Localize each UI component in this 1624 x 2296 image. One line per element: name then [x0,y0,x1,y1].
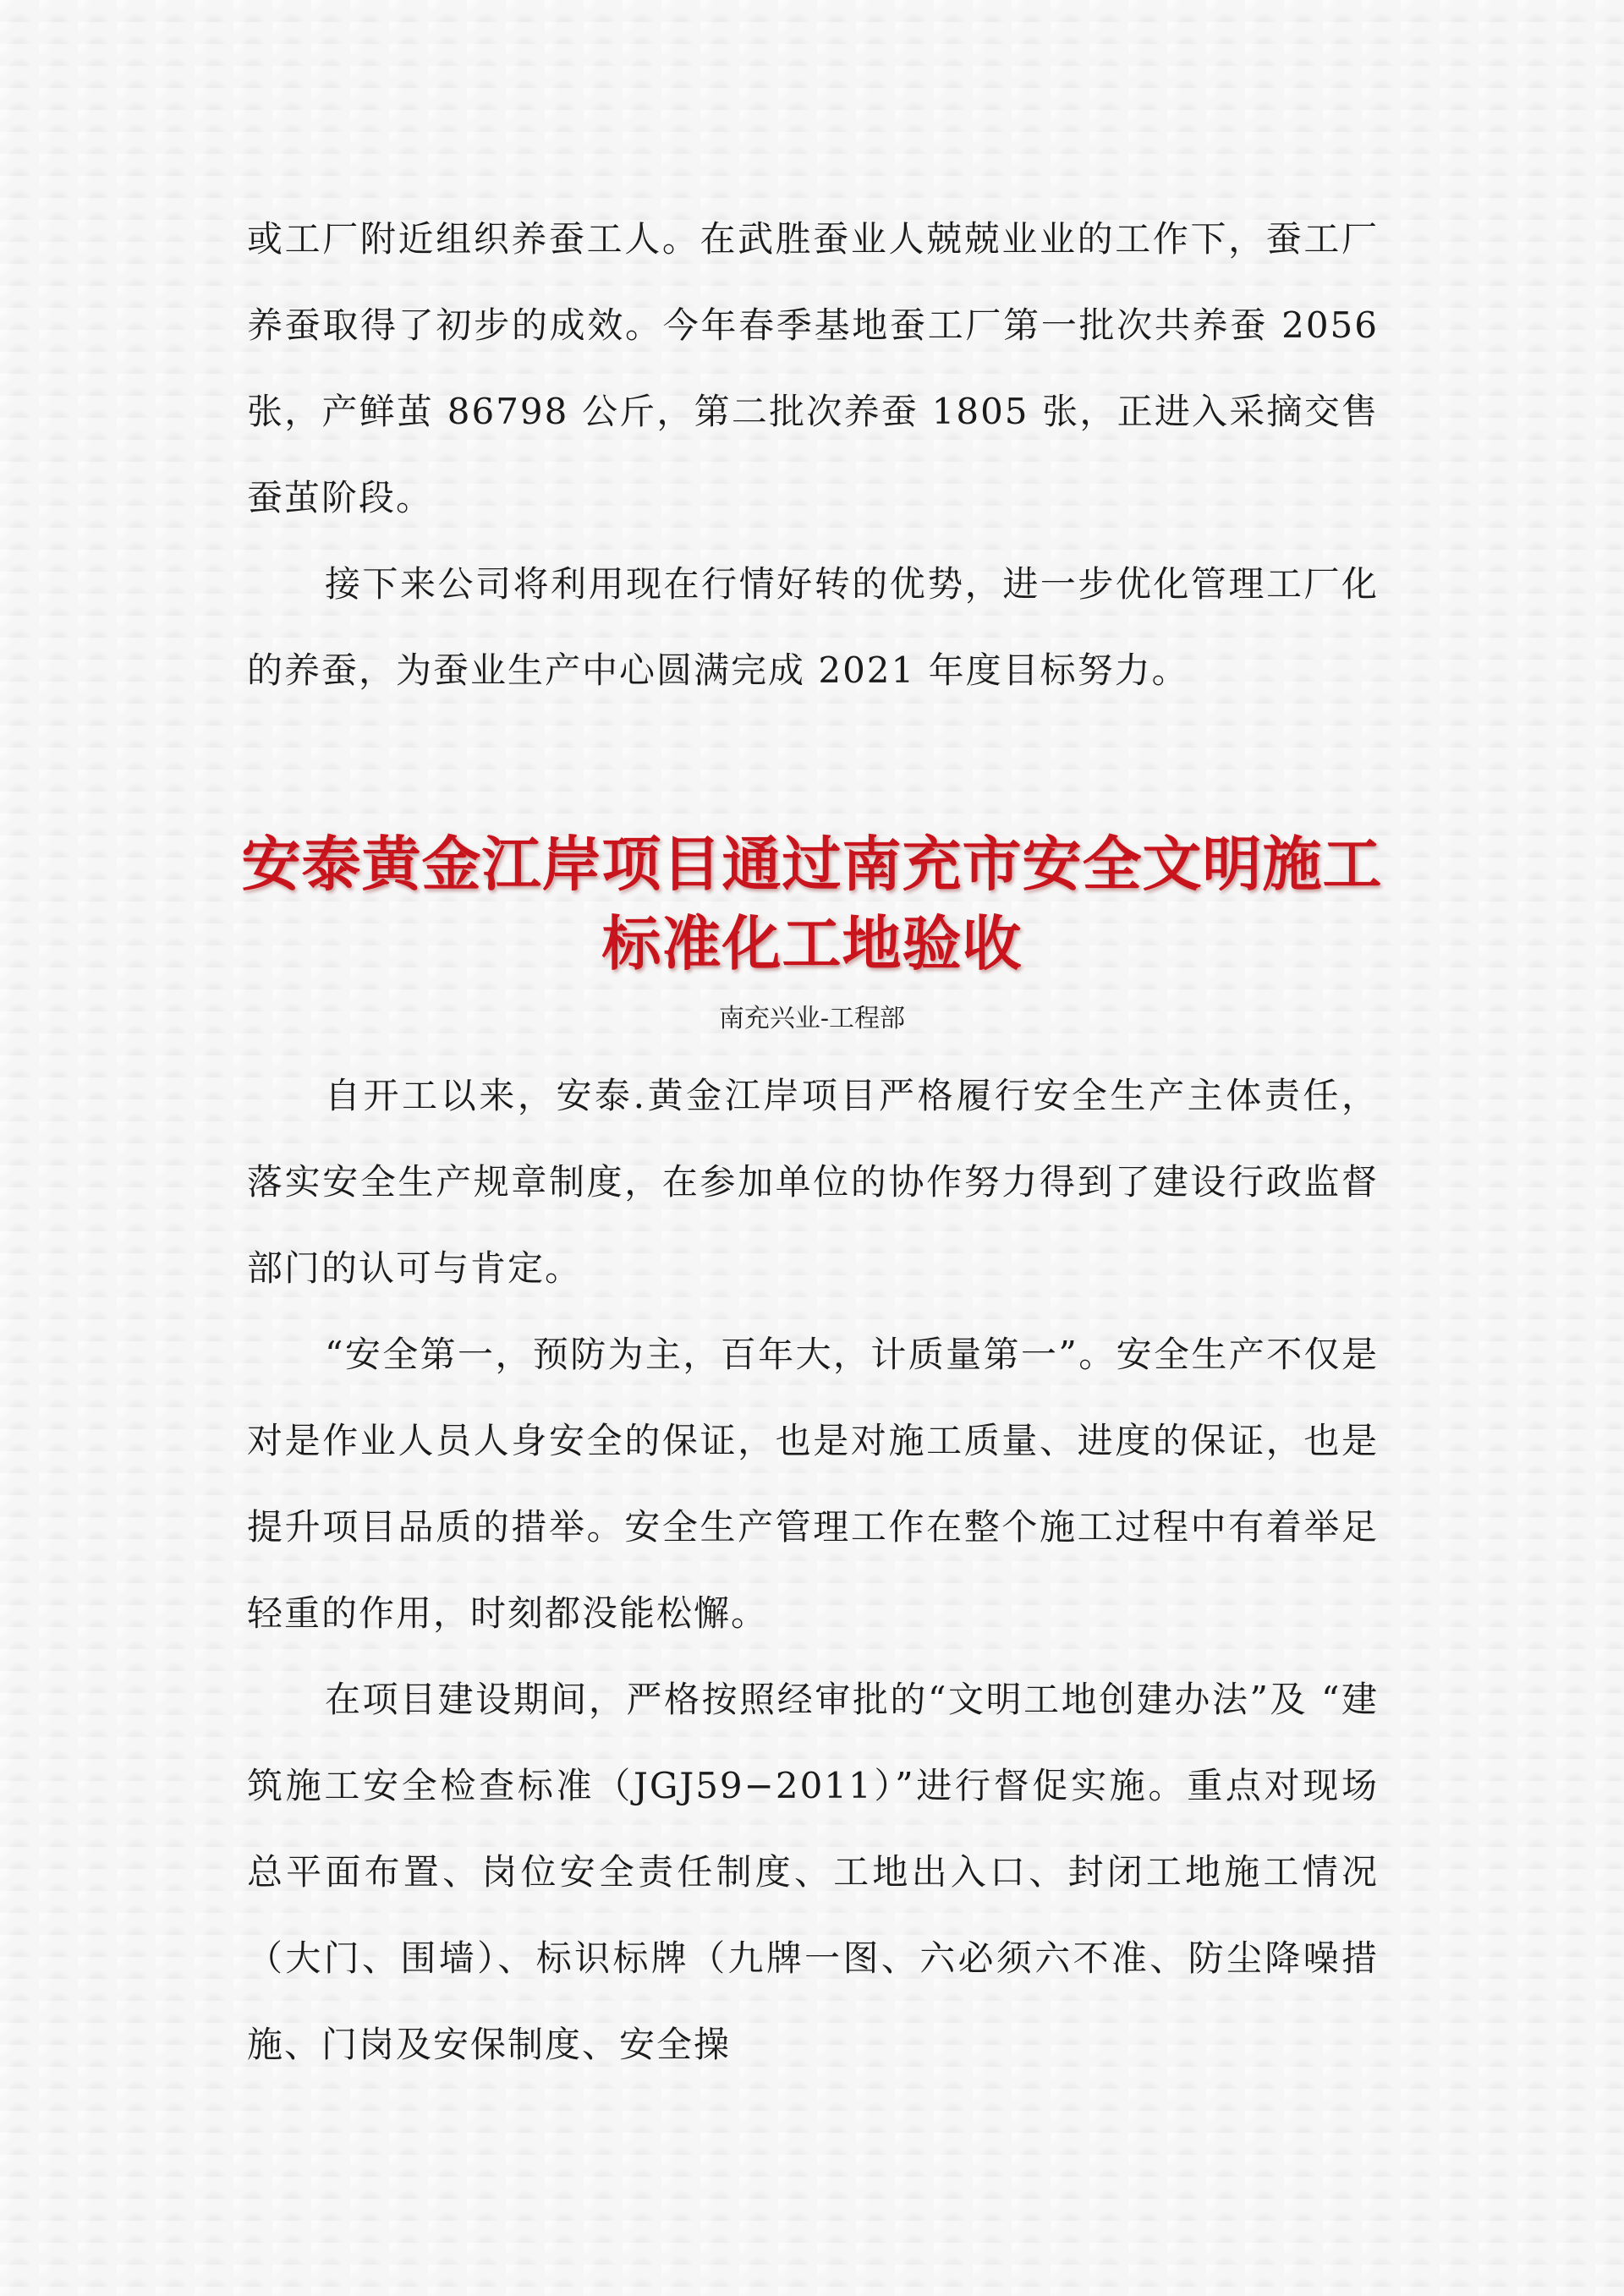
body-paragraph: “安全第一，预防为主，百年大，计质量第一”。安全生产不仅是对是作业人员人身安全的保证，也是对施工质量、进度的保证，也是提升项目品质的措举。安全生产管理工作在整个施工过程中有着举足轻重的作用，时刻都没能松懈。 [247,1334,1379,1634]
body-paragraph: 在项目建设期间，严格按照经审批的“文明工地创建办法”及 “建筑施工安全检查标准（JGJ59−2011）”进行督促实施。重点对现场总平面布置、岗位安全责任制度、工地出入口、封闭工地施工情况（大门、围墙）、标识标牌（九牌一图、六必须六不准、防尘降噪措施、门岗及安保制度、安全操 [247,1679,1379,2065]
article-silk-farming-continued [247,196,1379,714]
article-byline: 南充兴业-工程部 [718,1004,906,1033]
article-safety-inspection [247,1053,1379,2088]
headline-line-2: 标准化工地验收 [601,909,1023,978]
body-paragraph: 自开工以来，安泰.黄金江岸项目严格履行安全生产主体责任，落实安全生产规章制度，在参加单位的协作努力得到了建设行政监督部门的认可与肯定。 [247,1075,1379,1289]
body-paragraph: 或工厂附近组织养蚕工人。在武胜蚕业人兢兢业业的工作下，蚕工厂养蚕取得了初步的成效。今年春季基地蚕工厂第一批次共养蚕 2056 张，产鲜茧 86798 公斤，第二批次养蚕 1805 张，正进入采摘交售蚕茧阶段。 [247,218,1379,518]
body-paragraph: 接下来公司将利用现在行情好转的优势，进一步优化管理工厂化的养蚕，为蚕业生产中心圆满完成 2021 年度目标努力。 [247,563,1379,691]
article-headline [152,825,1472,984]
headline-line-1: 安泰黄金江岸项目通过南充市安全文明施工 [241,830,1383,899]
